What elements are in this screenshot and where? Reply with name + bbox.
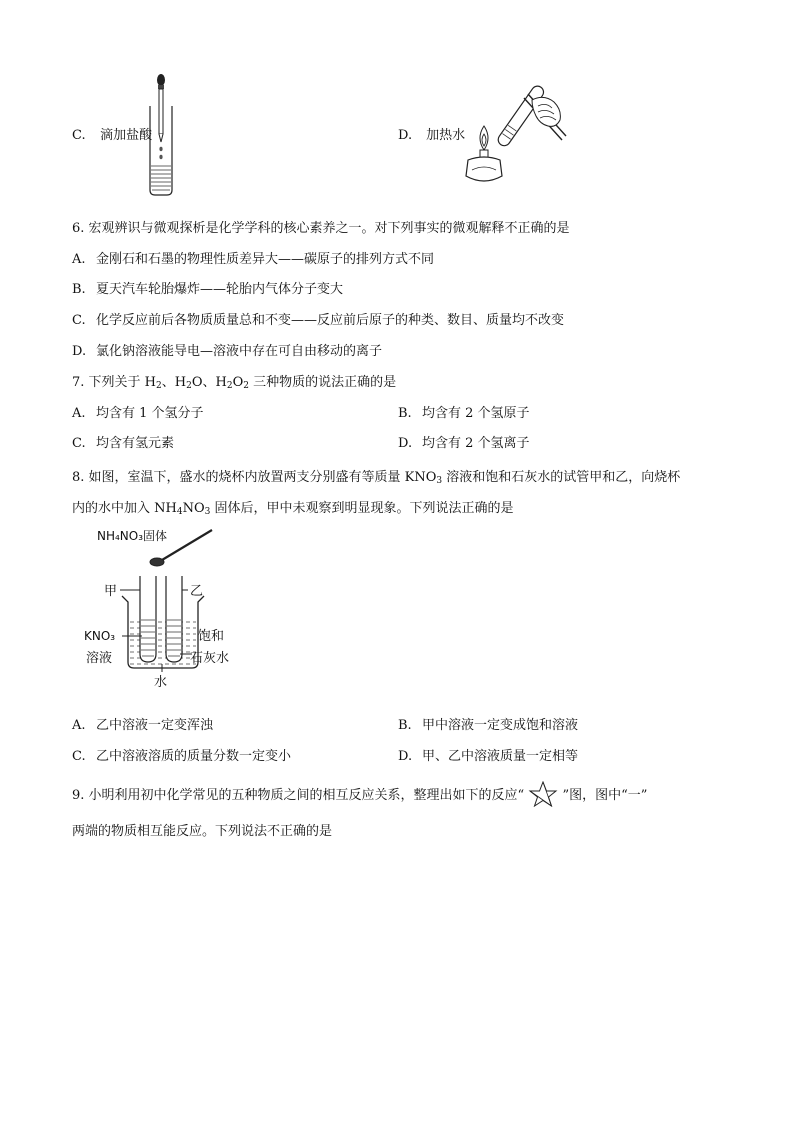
- q7-option-b: [398, 402, 530, 421]
- option-label: A.: [72, 252, 86, 267]
- option-text: 金刚石和石墨的物理性质差异大——碳原子的排列方式不同: [96, 252, 435, 267]
- option-label: A.: [72, 406, 86, 421]
- q7-stem: [72, 371, 396, 390]
- star-diagram-icon: [528, 781, 558, 807]
- option-text: 均含有 2 个氢原子: [422, 406, 530, 421]
- option-text: 甲中溶液一定变成饱和溶液: [422, 718, 579, 733]
- q7-stem-part: 三种物质的说法正确的是: [248, 375, 397, 390]
- dropper-bulb: [157, 74, 165, 86]
- liquid: [151, 166, 171, 190]
- option-label: D.: [398, 436, 413, 451]
- option-text: 均含有 2 个氢离子: [422, 436, 530, 451]
- kno3-label: KNO₃: [84, 629, 116, 643]
- q7-stem-part: O: [232, 375, 244, 390]
- dropper-test-tube-figure: [140, 70, 186, 198]
- option-text: 均含有氢元素: [96, 436, 175, 451]
- saturated-label: 饱和: [198, 629, 225, 644]
- option-label: B.: [398, 718, 412, 733]
- q7-option-a: [72, 402, 204, 421]
- subscript: 2: [156, 381, 162, 391]
- q8-stem-part: NO: [182, 501, 205, 516]
- solution-label: 溶液: [86, 651, 113, 666]
- q7-stem-part: 7. 下列关于 H: [72, 375, 157, 390]
- q6-option-a: [72, 248, 434, 267]
- test-tube-yi: [166, 576, 182, 662]
- option-label: D.: [72, 344, 87, 359]
- option-text: 夏天汽车轮胎爆炸——轮胎内气体分子变大: [96, 282, 344, 297]
- q8-stem-part: 固体后，甲中未观察到明显现象。下列说法正确的是: [210, 501, 514, 516]
- option-text: 滴加盐酸: [100, 128, 153, 143]
- option-text: 加热水: [426, 128, 466, 143]
- option-text: 化学反应前后各物质质量总和不变——反应前后原子的种类、数目、质量均不改变: [96, 313, 565, 328]
- option-label: B.: [398, 406, 412, 421]
- dropper-tube: [159, 89, 163, 134]
- q8-stem-part: 溶液和饱和石灰水的试管甲和乙，向烧杯: [442, 470, 681, 485]
- dropper-collar: [158, 85, 164, 89]
- option-label: D.: [398, 128, 413, 143]
- q8-stem-part: 内的水中加入 NH: [72, 501, 177, 516]
- q8-stem-line2: [72, 497, 514, 516]
- q8-option-d: [398, 745, 578, 764]
- option-label: C.: [72, 436, 86, 451]
- option-label: C.: [72, 313, 86, 328]
- q8-option-a: [72, 714, 213, 733]
- tube-yi-label: 乙: [190, 584, 204, 599]
- q6-option-c: [72, 309, 564, 328]
- q9-stem-line2: 两端的物质相互能反应。下列说法不正确的是: [72, 824, 333, 839]
- subscript: 3: [204, 507, 211, 517]
- test-tube-jia: [140, 576, 156, 662]
- q6-option-d: [72, 340, 382, 359]
- hand: [532, 97, 560, 126]
- spoon-bowl: [150, 558, 164, 566]
- limewater-label: 石灰水: [190, 651, 230, 666]
- solid-label: NH₄NO₃固体: [97, 529, 168, 543]
- subscript: 2: [186, 381, 192, 391]
- q8-option-c: [72, 745, 291, 764]
- dropper-tip: [159, 134, 163, 142]
- q8-stem-part: 8. 如图，室温下，盛水的烧杯内放置两支分别盛有等质量 KNO: [72, 470, 437, 485]
- drop: [159, 155, 162, 159]
- q9-stem-part: ”图，图中“一”: [562, 788, 648, 803]
- q9-stem-part: 9. 小明利用初中化学常见的五种物质之间的相互反应关系，整理出如下的反应“: [72, 788, 525, 803]
- beaker-test-tubes-figure: [82, 524, 252, 692]
- subscript: 2: [226, 381, 233, 391]
- option-label: C.: [72, 128, 86, 143]
- q7-option-c: [72, 432, 174, 451]
- q8-option-b: [398, 714, 578, 733]
- q7-stem-part: 、H: [161, 375, 187, 390]
- spoon-handle: [162, 530, 212, 560]
- tube-jia-label: 甲: [104, 584, 118, 599]
- subscript: 4: [176, 507, 183, 517]
- subscript: 3: [436, 476, 443, 486]
- alcohol-lamp: [466, 157, 502, 181]
- option-text: 乙中溶液一定变浑浊: [96, 718, 214, 733]
- q6-option-b: [72, 278, 343, 297]
- q5-option-d: [398, 124, 465, 143]
- subscript: 2: [243, 381, 249, 391]
- option-text: 氯化钠溶液能导电—溶液中存在可自由移动的离子: [96, 344, 383, 359]
- q6-stem: 6. 宏观辨识与微观探析是化学学科的核心素养之一。对下列事实的微观解释不正确的是: [72, 221, 570, 236]
- heating-water-figure: [462, 80, 574, 188]
- option-label: C.: [72, 749, 86, 764]
- drop: [159, 147, 162, 151]
- q8-stem-line1: [72, 466, 680, 485]
- water-label: 水: [154, 675, 168, 690]
- option-text: 均含有 1 个氢分子: [96, 406, 204, 421]
- q9-stem-line1: [72, 781, 647, 807]
- option-label: D.: [398, 749, 413, 764]
- option-text: 甲、乙中溶液质量一定相等: [422, 749, 579, 764]
- q7-option-d: [398, 432, 530, 451]
- option-label: A.: [72, 718, 86, 733]
- option-label: B.: [72, 282, 86, 297]
- option-text: 乙中溶液溶质的质量分数一定变小: [96, 749, 292, 764]
- q7-stem-part: O、H: [191, 375, 227, 390]
